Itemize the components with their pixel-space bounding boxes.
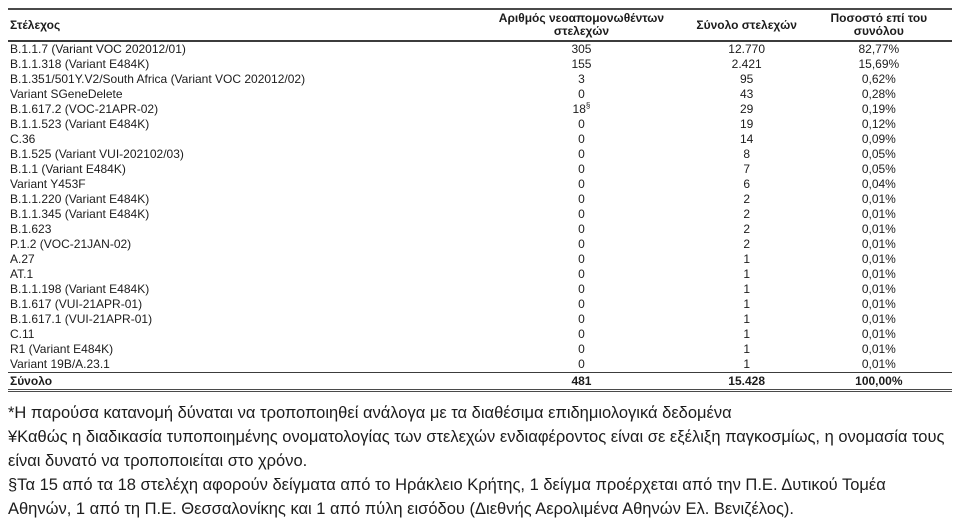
new-isolates-cell: 0 [578, 297, 585, 311]
strain-cell: B.1.617.2 (VOC-21APR-02) [10, 102, 159, 116]
new-isolates-cell: 0 [578, 147, 585, 161]
table-row [8, 222, 952, 237]
new-isolates-cell: 0 [578, 162, 585, 176]
percentage-cell: 0,01% [861, 357, 896, 371]
table-row [8, 147, 952, 162]
table-row [8, 357, 952, 373]
total-strains-cell: 2 [743, 237, 750, 251]
strain-cell: B.1.1.523 (Variant E484K) [10, 117, 150, 131]
total-percentage: 100,00% [806, 373, 952, 391]
total-strains-cell: 2 [743, 192, 750, 206]
strain-cell: B.1.1.318 (Variant E484K) [10, 57, 150, 71]
percentage-cell: 0,05% [861, 162, 896, 176]
total-strains-cell: 2 [743, 207, 750, 221]
footnotes [8, 401, 952, 519]
strain-cell: B.1.1.345 (Variant E484K) [10, 207, 150, 221]
new-isolates-cell: 0 [578, 237, 585, 251]
percentage-cell: 0,01% [861, 207, 896, 221]
new-isolates-cell: 0 [578, 207, 585, 221]
percentage-cell: 0,62% [861, 72, 896, 86]
new-isolates-cell: 0 [578, 342, 585, 356]
variants-table [8, 8, 952, 392]
table-row [8, 41, 952, 57]
header-total-strains: Σύνολο στελεχών [688, 9, 806, 41]
footnote-marker: § [585, 102, 591, 110]
total-strains-cell: 1 [743, 297, 750, 311]
strain-cell: R1 (Variant E484K) [10, 342, 114, 356]
header-row [8, 9, 952, 41]
new-isolates-cell: 0 [578, 132, 585, 146]
new-isolates-cell: 0 [578, 357, 585, 371]
table-row [8, 162, 952, 177]
percentage-cell: 15,69% [858, 57, 900, 71]
table-row [8, 102, 952, 117]
new-isolates-cell: 0 [578, 87, 585, 101]
total-row [8, 373, 952, 391]
total-strains-cell: 19 [739, 117, 754, 131]
percentage-cell: 0,01% [861, 312, 896, 326]
table-row [8, 117, 952, 132]
table-row [8, 252, 952, 267]
percentage-cell: 0,01% [861, 222, 896, 236]
strain-cell: A.27 [10, 252, 35, 266]
strain-cell: AT.1 [10, 267, 34, 281]
new-isolates-cell: 0 [578, 252, 585, 266]
table-row [8, 207, 952, 222]
total-strains-cell: 7 [743, 162, 750, 176]
strain-cell: P.1.2 (VOC-21JAN-02) [10, 237, 132, 251]
strain-cell: B.1.351/501Y.V2/South Africa (Variant VOC 202012/02) [10, 72, 306, 86]
percentage-cell: 0,05% [861, 147, 896, 161]
footnote-sample-origin-note: §Τα 15 από τα 18 στελέχη αφορούν δείγματα από το Ηράκλειο Κρήτης, 1 δείγμα προέρχεται από την Π.Ε. Δυτικού Τομέα Αθηνών, 1 από τη Π.Ε. Θεσσαλονίκης και 1 από πύλη εισόδου (Διεθνής Αερολιμένα Αθηνών Ελ. Βενιζέλος). [8, 476, 886, 518]
percentage-cell: 0,28% [861, 87, 896, 101]
table-row [8, 87, 952, 102]
total-strains-cell: 43 [739, 87, 754, 101]
table-row [8, 342, 952, 357]
percentage-cell: 0,01% [861, 327, 896, 341]
new-isolates-cell: 0 [578, 117, 585, 131]
percentage-cell: 0,01% [861, 237, 896, 251]
new-isolates-cell: 0 [578, 267, 585, 281]
percentage-cell: 82,77% [858, 42, 900, 56]
new-isolates-cell: 305 [571, 42, 592, 56]
strain-cell: B.1.617.1 (VUI-21APR-01) [10, 312, 153, 326]
percentage-cell: 0,01% [861, 297, 896, 311]
new-isolates-cell: 155 [571, 57, 592, 71]
total-strains-cell: 8 [743, 147, 750, 161]
total-new-isolates: 481 [475, 373, 687, 391]
percentage-cell: 0,01% [861, 252, 896, 266]
percentage-cell: 0,01% [861, 342, 896, 356]
new-isolates-cell: 0 [578, 192, 585, 206]
strain-cell: B.1.1.198 (Variant E484K) [10, 282, 150, 296]
strain-cell: B.1.617 (VUI-21APR-01) [10, 297, 143, 311]
strain-cell: C.11 [10, 327, 35, 341]
new-isolates-cell: 0 [578, 327, 585, 341]
table-body [8, 41, 952, 373]
total-strains-cell: 12.770 [728, 42, 765, 56]
header-new-isolates: Αριθμός νεοαπομονωθέντων στελεχών [475, 9, 687, 41]
total-strains-cell: 2 [743, 222, 750, 236]
total-strains-cell: 1 [743, 342, 750, 356]
new-isolates-cell: 0 [578, 282, 585, 296]
header-strain: Στέλεχος [8, 9, 475, 41]
table-row [8, 312, 952, 327]
percentage-cell: 0,01% [861, 267, 896, 281]
strain-cell: B.1.623 [10, 222, 52, 236]
strain-cell: Variant Y453F [10, 177, 86, 191]
new-isolates-cell: 0 [578, 177, 585, 191]
total-strains-cell: 1 [743, 312, 750, 326]
new-isolates-cell: 18§ [572, 102, 591, 116]
header-percentage: Ποσοστό επί του συνόλου [806, 9, 952, 41]
total-strains-cell: 1 [743, 267, 750, 281]
footnote-distribution-note: *Η παρούσα κατανομή δύναται να τροποποιηθεί ανάλογα με τα διαθέσιμα επιδημιολογικά δεδομένα [8, 404, 732, 422]
total-strains-cell: 95 [739, 72, 754, 86]
table-row [8, 237, 952, 252]
table-row [8, 282, 952, 297]
percentage-cell: 0,09% [861, 132, 896, 146]
total-label: Σύνολο [8, 373, 475, 391]
total-strains-cell: 2.421 [731, 57, 762, 71]
new-isolates-cell: 0 [578, 222, 585, 236]
table-footer [8, 373, 952, 391]
strain-cell: B.1.525 (Variant VUI-202102/03) [10, 147, 184, 161]
table-row [8, 192, 952, 207]
table-row [8, 297, 952, 312]
table-row [8, 72, 952, 87]
total-strains-cell: 1 [743, 252, 750, 266]
percentage-cell: 0,12% [861, 117, 896, 131]
percentage-cell: 0,19% [861, 102, 896, 116]
table-row [8, 327, 952, 342]
total-strains-cell: 1 [743, 357, 750, 371]
percentage-cell: 0,01% [861, 282, 896, 296]
table-row [8, 132, 952, 147]
strain-cell: B.1.1 (Variant E484K) [10, 162, 126, 176]
table-row [8, 267, 952, 282]
total-strains-cell: 1 [743, 327, 750, 341]
table-row [8, 177, 952, 192]
total-strains-cell: 29 [739, 102, 754, 116]
strain-cell: B.1.1.7 (Variant VOC 202012/01) [10, 42, 186, 56]
strain-cell: C.36 [10, 132, 36, 146]
total-strains-cell: 14 [739, 132, 754, 146]
strain-cell: B.1.1.220 (Variant E484K) [10, 192, 150, 206]
footnote-nomenclature-note: ¥Καθώς η διαδικασία τυποποιημένης ονοματολογίας των στελεχών ενδιαφέροντος είναι σε εξέλιξη παγκοσμίως, η ονομασία τους είναι δυνατό να τροποποιείται στο χρόνο. [8, 428, 945, 470]
table-row [8, 57, 952, 72]
percentage-cell: 0,01% [861, 192, 896, 206]
total-strains: 15.428 [688, 373, 806, 391]
new-isolates-cell: 0 [578, 312, 585, 326]
total-strains-cell: 1 [743, 282, 750, 296]
strain-cell: Variant 19B/A.23.1 [10, 357, 110, 371]
new-isolates-cell: 3 [578, 72, 585, 86]
strain-cell: Variant SGeneDelete [10, 87, 123, 101]
percentage-cell: 0,04% [861, 177, 896, 191]
table-header [8, 9, 952, 41]
total-strains-cell: 6 [743, 177, 750, 191]
